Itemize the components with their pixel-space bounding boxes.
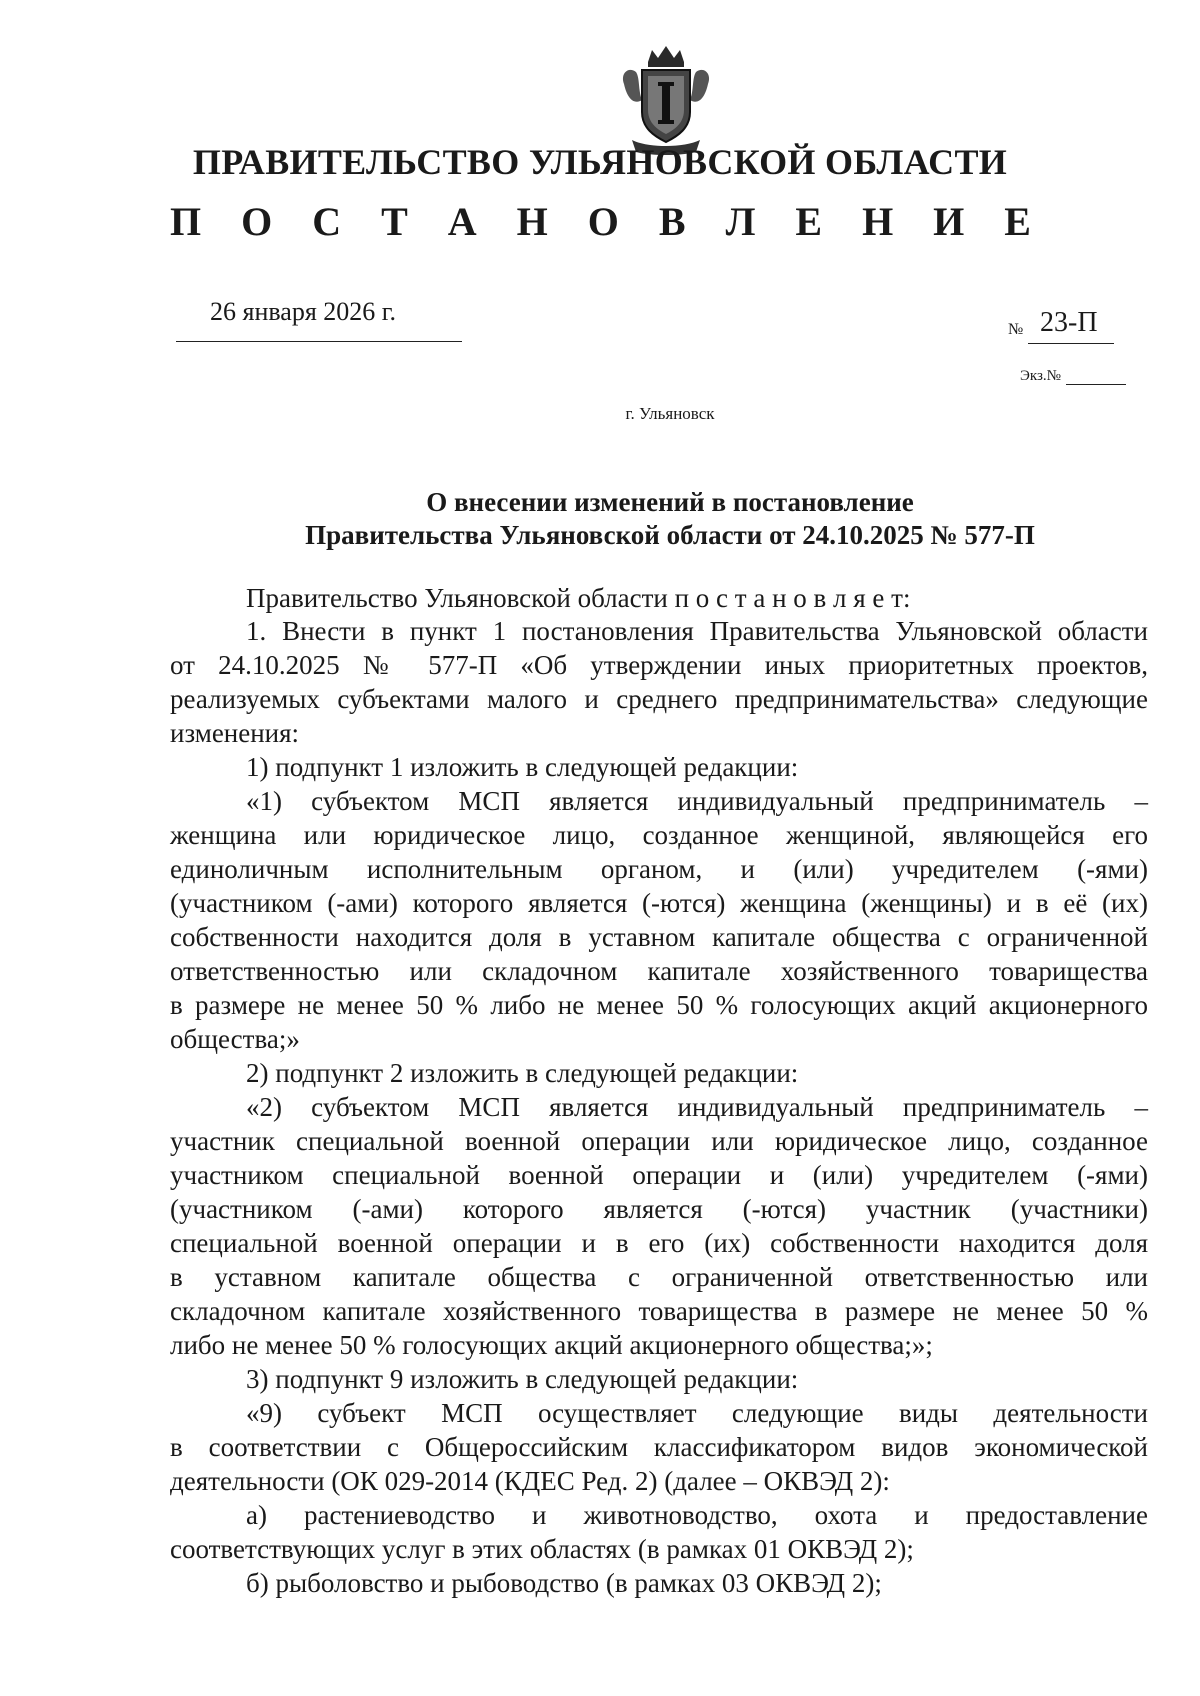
government-name: ПРАВИТЕЛЬСТВО УЛЬЯНОВСКОЙ ОБЛАСТИ (192, 142, 1008, 182)
date-underline (176, 341, 462, 342)
body-line: ответственностью или складочном капитале хозяйственного товарищества (170, 956, 1148, 986)
body-line: деятельности (ОК 029-2014 (КДЕС Ред. 2) (далее – ОКВЭД 2): (170, 1466, 890, 1496)
body-line: «1) субъектом МСП является индивидуальный предприниматель – (246, 786, 1148, 816)
body-line: в размере не менее 50 % либо не менее 50 % голосующих акций акционерного (170, 990, 1148, 1020)
document-date: 26 января 2026 г. (210, 297, 397, 326)
body-line: участник специальной военной операции или юридическое лицо, созданное (170, 1126, 1148, 1156)
body-line: 2) подпункт 2 изложить в следующей редакции: (246, 1058, 799, 1088)
document-number: 23-П (1040, 307, 1098, 338)
coat-of-arms-icon (618, 44, 714, 156)
number-underline (1028, 343, 1114, 344)
body-line: в соответствии с Общероссийским классификатором видов экономической (170, 1432, 1148, 1462)
body-line: соответствующих услуг в этих областях (в рамках 01 ОКВЭД 2); (170, 1534, 914, 1564)
subject-line: О внесении изменений в постановление (426, 487, 914, 517)
body-line: (участником (-ами) которого является (-ются) участник (участники) (170, 1194, 1148, 1224)
body-line: единоличным исполнительным органом, и (или) учредителем (-ями) (170, 854, 1148, 884)
body-line: складочном капитале хозяйственного товарищества в размере не менее 50 % (170, 1296, 1148, 1326)
body-line: б) рыболовство и рыбоводство (в рамках 03 ОКВЭД 2); (246, 1568, 882, 1598)
body-line: участником специальной военной операции и (или) учредителем (-ями) (170, 1160, 1148, 1190)
copy-number-underline (1066, 384, 1126, 385)
body-line: либо не менее 50 % голосующих акций акционерного общества;»; (170, 1330, 933, 1360)
body-line: «2) субъектом МСП является индивидуальный предприниматель – (246, 1092, 1148, 1122)
body-line: изменения: (170, 718, 300, 748)
number-label: № (1008, 321, 1024, 338)
body-line: 1) подпункт 1 изложить в следующей редакции: (246, 752, 799, 782)
copy-number-label: Экз.№ (1020, 368, 1061, 384)
body-line: общества;» (170, 1024, 300, 1054)
body-line: в уставном капитале общества с ограниченной ответственностью или (170, 1262, 1148, 1292)
body-line: (участником (-ами) которого является (-ются) женщина (женщины) и в её (их) (170, 888, 1148, 918)
document-subject (0, 486, 1200, 552)
body-line: Правительство Ульяновской области п о с т а н о в л я е т: (246, 583, 911, 613)
body-line: женщина или юридическое лицо, созданное женщиной, являющейся его (170, 820, 1148, 850)
body-line: специальной военной операции и в его (их) собственности находится доля (170, 1228, 1148, 1258)
subject-line: Правительства Ульяновской области от 24.10.2025 № 577-П (305, 520, 1035, 550)
document-type: П О С Т А Н О В Л Е Н И Е (170, 199, 1046, 244)
body-line: от 24.10.2025 № 577-П «Об утверждении иных приоритетных проектов, (170, 650, 1148, 680)
body-line: 1. Внести в пункт 1 постановления Правительства Ульяновской области (246, 616, 1148, 646)
body-line: а) растениеводство и животноводство, охота и предоставление (246, 1500, 1148, 1530)
body-line: «9) субъект МСП осуществляет следующие виды деятельности (246, 1398, 1148, 1428)
body-line: 3) подпункт 9 изложить в следующей редакции: (246, 1364, 799, 1394)
city: г. Ульяновск (625, 404, 715, 423)
body-line: реализуемых субъектами малого и среднего предпринимательства» следующие (170, 684, 1148, 714)
body-line: собственности находится доля в уставном капитале общества с ограниченной (170, 922, 1148, 952)
